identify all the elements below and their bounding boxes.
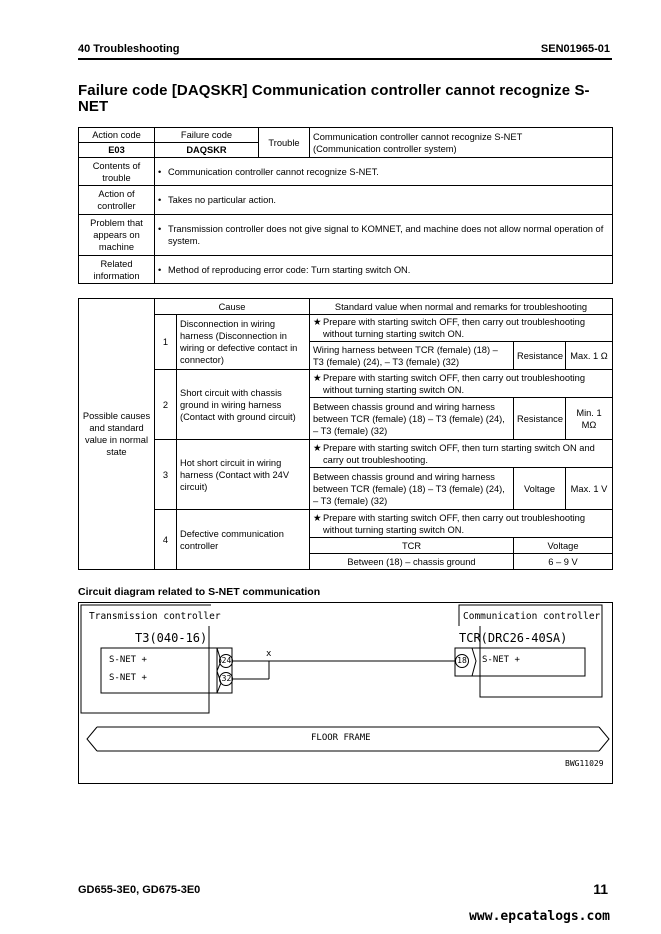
standard-value: 6 – 9 V [514,554,613,570]
measurement-type: Resistance [514,342,566,370]
standard-value: Max. 1 V [566,468,613,510]
possible-causes-label: Possible causes and standard value in normal state [79,299,155,570]
tcr-column-header: TCR [310,538,514,554]
s-net-label: S-NET + [482,655,520,665]
header-rule [78,58,612,60]
bullet: • [158,264,162,275]
s-net-label: S-NET + [109,655,147,665]
measurement-point: Between (18) – chassis ground [310,554,514,570]
cause-text: Short circuit with chassis ground in wiring harness (Contact with ground circuit) [177,370,310,440]
causes-table [78,298,613,570]
transmission-controller-label: Transmission controller [89,611,221,622]
star-icon: ★ [313,317,322,327]
pin-number: 32 [221,674,232,683]
related-label: Related information [79,256,155,284]
standard-header: Standard value when normal and remarks for troubleshooting [310,299,613,315]
star-icon: ★ [313,442,322,453]
t3-connector-label: T3(040-16) [135,631,208,645]
prep-note: Prepare with starting switch OFF, then carry out troubleshooting without turning starting switch ON. [323,317,585,339]
page-number: 11 [593,881,608,897]
standard-value: Min. 1 MΩ [566,398,613,440]
trouble-line-1: Communication controller cannot recognize S-NET [313,131,523,142]
bullet: • [158,195,162,205]
cause-number: 1 [155,315,177,370]
splice-mark: x [266,649,272,659]
communication-controller-label: Communication controller [463,611,601,622]
document-number: SEN01965-01 [540,43,610,55]
prep-note: Prepare with starting switch OFF, then carry out troubleshooting without turning starting switch ON. [323,512,585,535]
measurement-type: Voltage [514,468,566,510]
action-text: Takes no particular action. [168,195,277,205]
cause-number: 3 [155,440,177,510]
contents-label: Contents of trouble [79,158,155,186]
cause-text: Hot short circuit in wiring harness (Contact with 24V circuit) [177,440,310,510]
bullet: • [158,166,162,177]
cause-header: Cause [155,299,310,315]
measurement-point: Wiring harness between TCR (female) (18) – T3 (female) (24), – T3 (female) (32) [310,342,514,370]
cause-text: Disconnection in wiring harness (Disconnection in wiring or defective contact in connector) [177,315,310,370]
floor-frame-label: FLOOR FRAME [311,733,371,743]
contents-text: Communication controller cannot recognize S-NET. [168,166,379,177]
circuit-lines [79,603,612,783]
measurement-type: Resistance [514,398,566,440]
star-icon: ★ [313,512,322,523]
problem-text: Transmission controller does not give signal to KOMNET, and machine does not allow normal operation of system. [168,224,604,246]
cause-number: 2 [155,370,177,440]
failure-code-label: Failure code [155,128,259,143]
trouble-label: Trouble [259,128,310,158]
cause-text: Defective communication controller [177,510,310,570]
voltage-column-header: Voltage [514,538,613,554]
page-title: Failure code [DAQSKR] Communication controller cannot recognize S-NET [78,82,590,115]
measurement-point: Between chassis ground and wiring harness between TCR (female) (18) – T3 (female) (24), – T3 (female) (32) [310,468,514,510]
cause-number: 4 [155,510,177,570]
model-number: GD655-3E0, GD675-3E0 [78,884,201,896]
trouble-description [310,128,613,158]
prep-note: Prepare with starting switch OFF, then carry out troubleshooting without turning starting switch ON. [323,372,585,395]
action-code-value: E03 [79,143,155,158]
action-label: Action of controller [79,186,155,215]
trouble-line-2: (Communication controller system) [313,143,457,154]
star-icon: ★ [313,372,322,383]
standard-value: Max. 1 Ω [566,342,613,370]
circuit-title: Circuit diagram related to S-NET communication [78,586,321,598]
failure-info-table [78,127,613,284]
prep-note: Prepare with starting switch OFF, then turn starting switch ON and carry out troubleshooting. [323,442,595,465]
tcr-connector-label: TCR(DRC26-40SA) [459,631,568,645]
problem-label: Problem that appears on machine [79,215,155,256]
s-net-label: S-NET + [109,673,147,683]
watermark: www.epcatalogs.com [469,909,610,924]
bullet: • [158,224,162,234]
circuit-diagram [78,602,613,784]
failure-code-value: DAQSKR [155,143,259,158]
section-header: 40 Troubleshooting [78,43,180,55]
pin-number: 24 [221,656,232,665]
pin-number: 18 [457,656,467,665]
measurement-point: Between chassis ground and wiring harness between TCR (female) (18) – T3 (female) (24), – T3 (female) (32) [310,398,514,440]
drawing-code: BWG11029 [565,759,604,768]
related-text: Method of reproducing error code: Turn starting switch ON. [168,264,411,275]
action-code-label: Action code [79,128,155,143]
